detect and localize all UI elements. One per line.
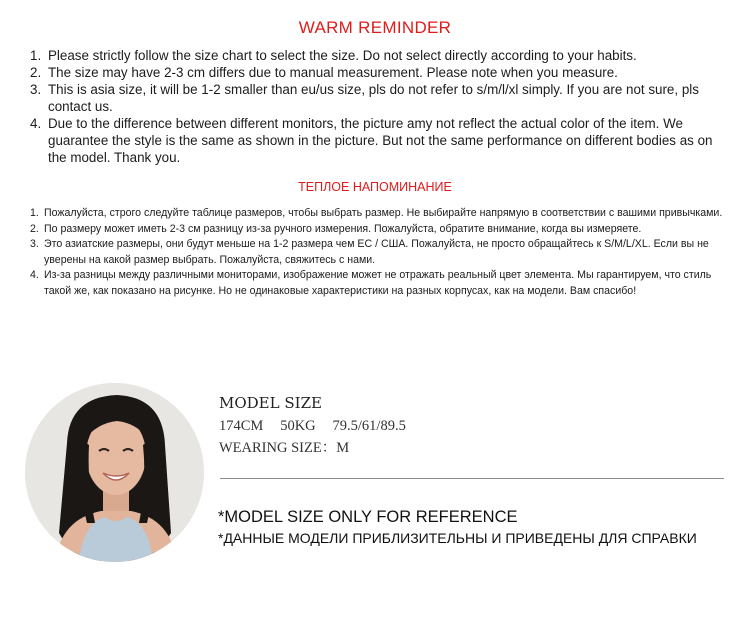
list-item: 4. Из-за разницы между различными мониторами, изображение может не отражать реальный цвет элемента. Мы гарантируем, что стиль такой же, как показано на рисунке. Но не одинаковые характеристики на разных корпусах, как на модели. Вам спасибо!	[30, 269, 712, 297]
list-item: 1. Please strictly follow the size chart to select the size. Do not select directly according to your habits.	[30, 48, 637, 63]
list-item: 3. Это азиатские размеры, они будут меньше на 1-2 размера чем ЕС / США. Пожалуйста, не просто обращайтесь к S/M/L/XL. Если вы не уверены на какой размер выбрать. Пожалуйста, свяжитесь с нами.	[30, 238, 709, 266]
list-item: 4. Due to the difference between different monitors, the picture amy not reflect the actual color of the item. We guarantee the style is the same as shown in the picture. But not the same performance on different bodies as on the model. Thank you.	[30, 116, 713, 165]
wearing-size: WEARING SIZE：M	[219, 440, 350, 456]
model-photo	[25, 383, 204, 562]
warm-reminder-title-ru: ТЕПЛОЕ НАПОМИНАНИЕ	[298, 180, 452, 194]
reminder-list-ru	[30, 206, 730, 299]
list-item: 1. Пожалуйста, строго следуйте таблице размеров, чтобы выбрать размер. Не выбирайте напрямую в соответствии с вашими привычками.	[30, 207, 723, 219]
model-portrait-illustration	[25, 383, 204, 562]
model-size-note-ru: *ДАННЫЕ МОДЕЛИ ПРИБЛИЗИТЕЛЬНЫ И ПРИВЕДЕНЫ ДЛЯ СПРАВКИ	[218, 530, 697, 546]
divider	[220, 478, 724, 479]
model-measurements: 174CM 50KG 79.5/61/89.5	[219, 418, 406, 434]
list-item: 3. This is asia size, it will be 1-2 smaller than eu/us size, pls do not refer to s/m/l/xl simply. If you are not sure, pls contact us.	[30, 82, 699, 114]
model-size-note-en: *MODEL SIZE ONLY FOR REFERENCE	[218, 508, 518, 526]
reminder-list-en	[30, 47, 730, 166]
list-item: 2. The size may have 2-3 cm differs due to manual measurement. Please note when you measure.	[30, 65, 618, 80]
model-size-title: MODEL SIZE	[219, 394, 322, 412]
warm-reminder-title: WARM REMINDER	[298, 18, 452, 37]
list-item: 2. По размеру может иметь 2-3 см разницу из-за ручного измерения. Пожалуйста, обратите внимание, когда вы измеряете.	[30, 222, 642, 235]
